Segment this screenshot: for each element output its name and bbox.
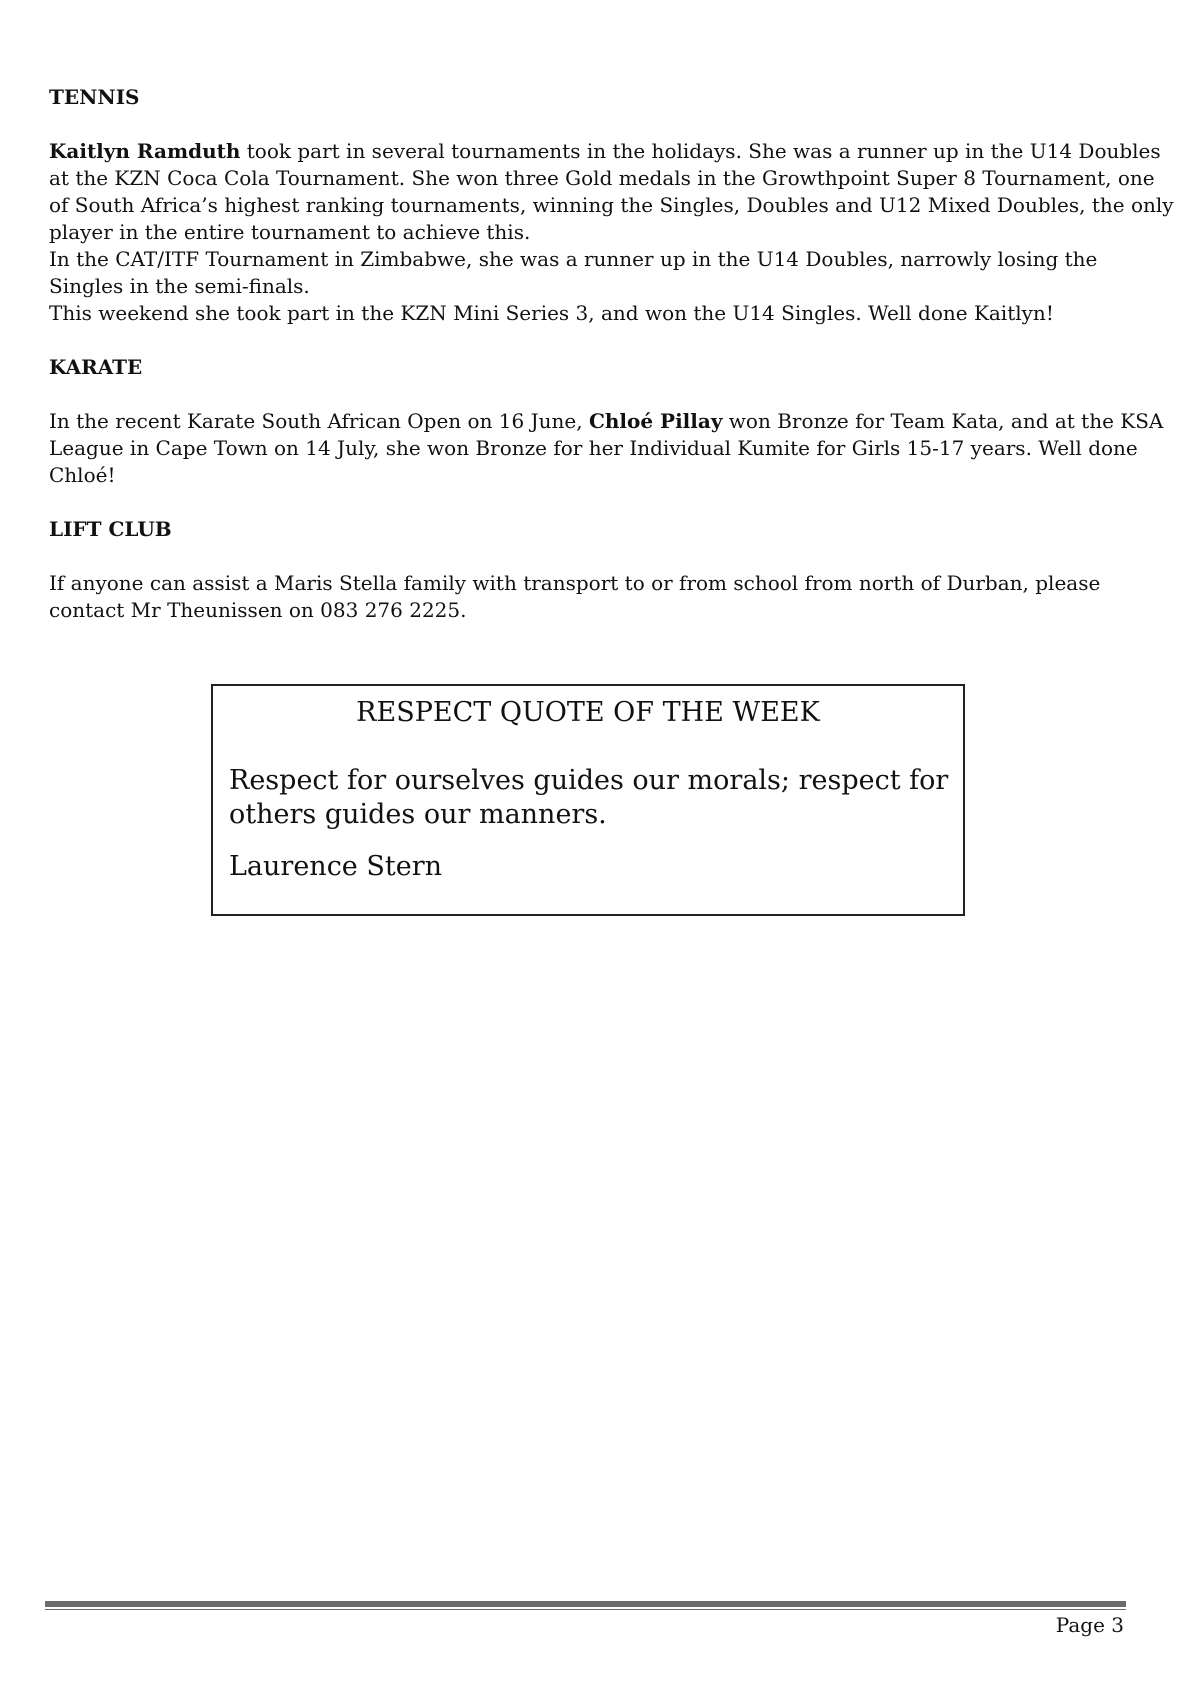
karate-athlete-name: Chloé Pillay bbox=[588, 409, 723, 433]
page-number: Page 3 bbox=[1055, 1613, 1124, 1637]
karate-line-2: League in Cape Town on 14 July, she won Bronze for her Individual Kumite for Girls 15-17 years. Well done bbox=[49, 436, 1138, 460]
karate-line-1-before: In the recent Karate South African Open on 16 June, bbox=[49, 409, 589, 433]
quote-line-2: others guides our manners. bbox=[229, 799, 607, 830]
tennis-paragraph bbox=[49, 138, 1174, 327]
tennis-athlete-name: Kaitlyn Ramduth bbox=[49, 139, 241, 163]
lift-club-paragraph bbox=[49, 570, 1129, 624]
karate-line-3: Chloé! bbox=[49, 463, 116, 487]
tennis-line-5: In the CAT/ITF Tournament in Zimbabwe, she was a runner up in the U14 Doubles, narrowly losing the bbox=[49, 247, 1098, 271]
footer-rule-thin bbox=[45, 1609, 1126, 1610]
karate-line-1-after: won Bronze for Team Kata, and at the KSA bbox=[722, 409, 1164, 433]
tennis-line-3: of South Africa’s highest ranking tournaments, winning the Singles, Doubles and U12 Mixed Doubles, the only bbox=[49, 193, 1174, 217]
lift-club-heading: LIFT CLUB bbox=[49, 517, 172, 541]
lift-club-line-1: If anyone can assist a Maris Stella family with transport to or from school from north of Durban, please bbox=[49, 571, 1101, 595]
quote-title: RESPECT QUOTE OF THE WEEK bbox=[356, 697, 820, 728]
karate-heading: KARATE bbox=[49, 355, 143, 379]
tennis-line-7: This weekend she took part in the KZN Mini Series 3, and won the U14 Singles. Well done Kaitlyn! bbox=[49, 301, 1054, 325]
karate-line-1 bbox=[49, 408, 1164, 435]
tennis-section bbox=[49, 84, 1174, 327]
tennis-line-4: player in the entire tournament to achieve this. bbox=[49, 220, 531, 244]
karate-paragraph bbox=[49, 408, 1164, 489]
tennis-line-6: Singles in the semi-finals. bbox=[49, 274, 310, 298]
page-content bbox=[49, 84, 1174, 651]
respect-quote-box bbox=[211, 684, 965, 916]
footer-rule-thick bbox=[45, 1601, 1126, 1607]
tennis-line-1 bbox=[49, 138, 1161, 165]
tennis-line-2: at the KZN Coca Cola Tournament. She won three Gold medals in the Growthpoint Super 8 Tournament, one bbox=[49, 166, 1155, 190]
lift-club-section bbox=[49, 516, 1129, 624]
quote-author: Laurence Stern bbox=[229, 851, 442, 882]
lift-club-line-2: contact Mr Theunissen on 083 276 2225. bbox=[49, 598, 467, 622]
quote-text bbox=[229, 764, 948, 832]
tennis-line-1-text: took part in several tournaments in the holidays. She was a runner up in the U14 Doubles bbox=[240, 139, 1161, 163]
tennis-heading: TENNIS bbox=[49, 85, 140, 109]
quote-line-1: Respect for ourselves guides our morals; respect for bbox=[229, 765, 949, 796]
karate-section bbox=[49, 354, 1164, 489]
